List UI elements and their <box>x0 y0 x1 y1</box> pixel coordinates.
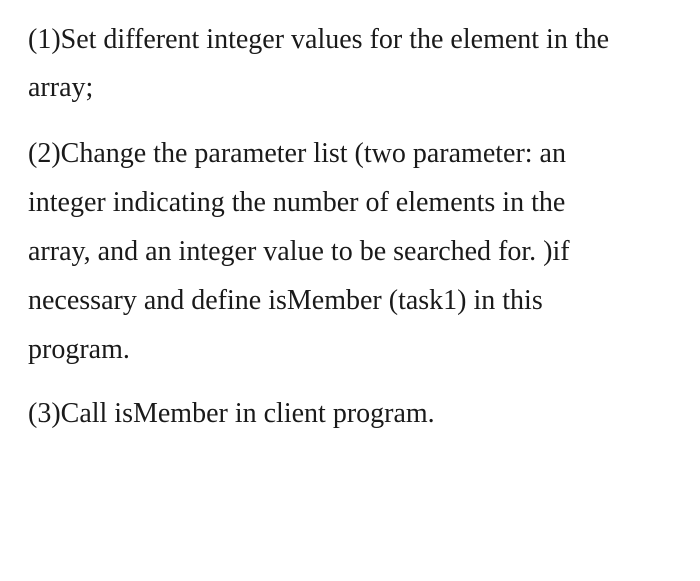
instruction-line: (3)Call isMember in client program. <box>28 398 435 429</box>
instruction-line: (1)Set different integer values for the element in the <box>28 24 610 55</box>
instruction-line: necessary and define isMember (task1) in this <box>28 285 543 316</box>
instruction-line: program. <box>28 334 130 365</box>
instruction-line: array; <box>28 72 94 103</box>
instruction-line: integer indicating the number of elements in the <box>28 187 566 218</box>
instruction-line: array, and an integer value to be searched for. )if <box>28 236 570 267</box>
instruction-line: (2)Change the parameter list (two parameter: an <box>28 138 566 169</box>
